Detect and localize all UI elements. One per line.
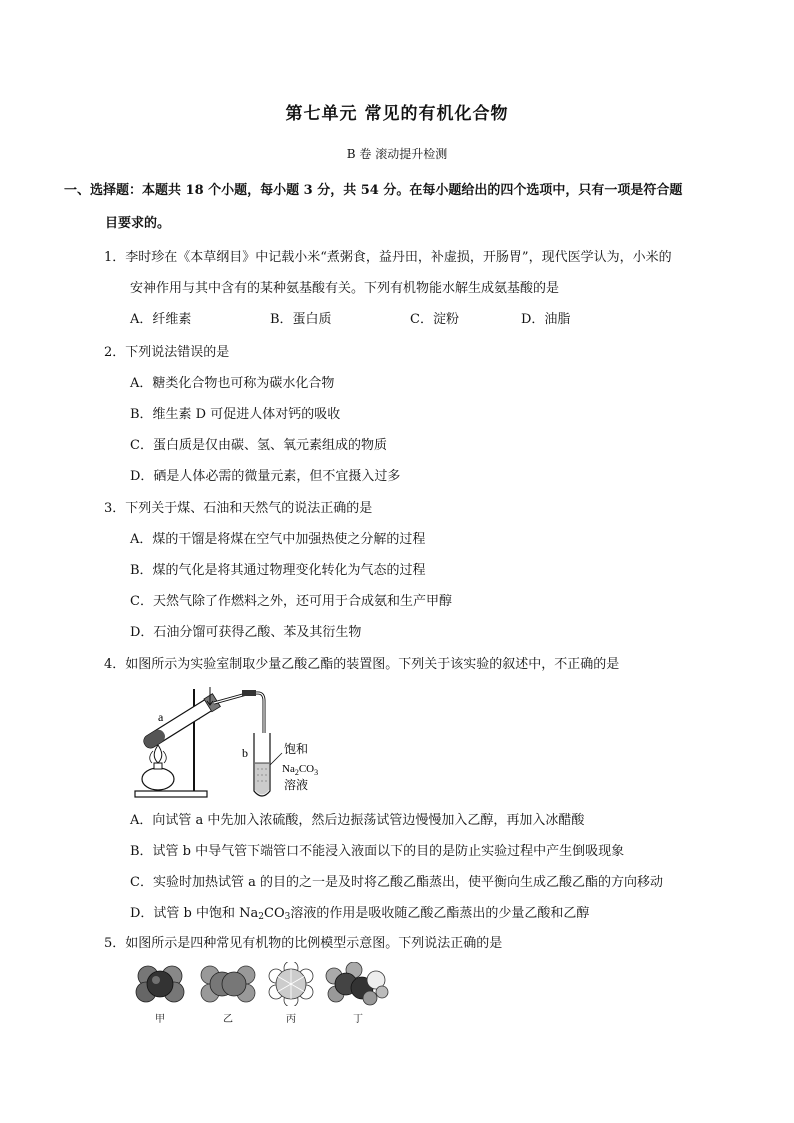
question-1-option-b: B．蛋白质 <box>270 312 332 327</box>
molecule-yi-model <box>200 964 256 1004</box>
question-1-option-a: A．纤维素 <box>130 312 192 327</box>
question-3-option-b: B．煤的气化是将其通过物理变化转化为气态的过程 <box>130 563 426 578</box>
label-na2co3: $Na_2CO_3$ <box>282 763 319 777</box>
label-solution: 溶液 <box>284 778 309 792</box>
question-2-option-b: B．维生素 D 可促进人体对钙的吸收 <box>130 407 341 422</box>
section-heading-cont: 目要求的。 <box>105 216 171 231</box>
caption-bing: 丙 <box>286 1014 296 1025</box>
molecule-jia-model <box>134 964 186 1004</box>
question-1-stem-cont: 安神作用与其中含有的某种氨基酸有关。下列有机物能水解生成氨基酸的是 <box>130 281 560 296</box>
question-2-option-c: C．蛋白质是仅由碳、氢、氧元素组成的物质 <box>130 438 387 453</box>
page-title: 第七单元 常见的有机化合物 <box>285 104 509 124</box>
caption-yi: 乙 <box>223 1014 233 1025</box>
question-3-option-a: A．煤的干馏是将煤在空气中加强热使之分解的过程 <box>130 532 426 547</box>
question-2-option-d: D．硒是人体必需的微量元素，但不宜摄入过多 <box>130 469 401 484</box>
spirit-lamp <box>142 768 174 790</box>
question-2-option-a: A．糖类化合物也可称为碳水化合物 <box>130 376 335 391</box>
page-subtitle: B 卷 滚动提升检测 <box>346 147 448 161</box>
stand-base <box>135 791 207 797</box>
question-5-stem: 5．如图所示是四种常见有机物的比例模型示意图。下列说法正确的是 <box>104 936 503 951</box>
question-2-stem: 2．下列说法错误的是 <box>104 345 230 360</box>
label-saturated: 饱和 <box>284 742 309 756</box>
question-3-stem: 3．下列关于煤、石油和天然气的说法正确的是 <box>104 501 373 516</box>
question-4-option-b: B．试管 b 中导气管下端管口不能浸入液面以下的目的是防止实验过程中产生倒吸现象 <box>130 844 625 859</box>
molecule-ding-model <box>324 962 390 1006</box>
section-heading: 一、选择题：本题共 18 个小题，每小题 3 分，共 54 分。在每小题给出的四个选项中，只有一项是符合题 <box>64 183 683 198</box>
label-a: a <box>158 710 164 724</box>
apparatus-figure <box>130 683 360 803</box>
question-1-option-c: C．淀粉 <box>410 312 459 327</box>
question-4-option-c: C．实验时加热试管 a 的目的之一是及时将乙酸乙酯蒸出，使平衡向生成乙酸乙酯的方向移动 <box>130 875 663 890</box>
flame-icon <box>154 745 162 763</box>
molecule-bing-model <box>268 962 314 1006</box>
caption-ding: 丁 <box>353 1014 363 1025</box>
question-4-option-a: A．向试管 a 中先加入浓硫酸，然后边振荡试管边慢慢加入乙醇，再加入冰醋酸 <box>130 813 585 828</box>
question-4-stem: 4．如图所示为实验室制取少量乙酸乙酯的装置图。下列关于该实验的叙述中，不正确的是 <box>104 657 620 672</box>
question-3-option-c: C．天然气除了作燃料之外，还可用于合成氨和生产甲醇 <box>130 594 452 609</box>
question-1-stem: 1．李时珍在《本草纲目》中记载小米“煮粥食，益丹田，补虚损，开肠胃”，现代医学认为，小米的 <box>104 250 672 265</box>
question-3-option-d: D．石油分馏可获得乙酸、苯及其衍生物 <box>130 625 362 640</box>
question-1-option-d: D．油脂 <box>521 312 571 327</box>
label-b: b <box>242 746 248 760</box>
question-4-option-d: D．试管 b 中饱和 $Na_2CO_3$溶液的作用是吸收随乙酸乙酯蒸出的少量乙酸和乙醇 <box>130 906 590 922</box>
caption-jia: 甲 <box>155 1014 165 1025</box>
